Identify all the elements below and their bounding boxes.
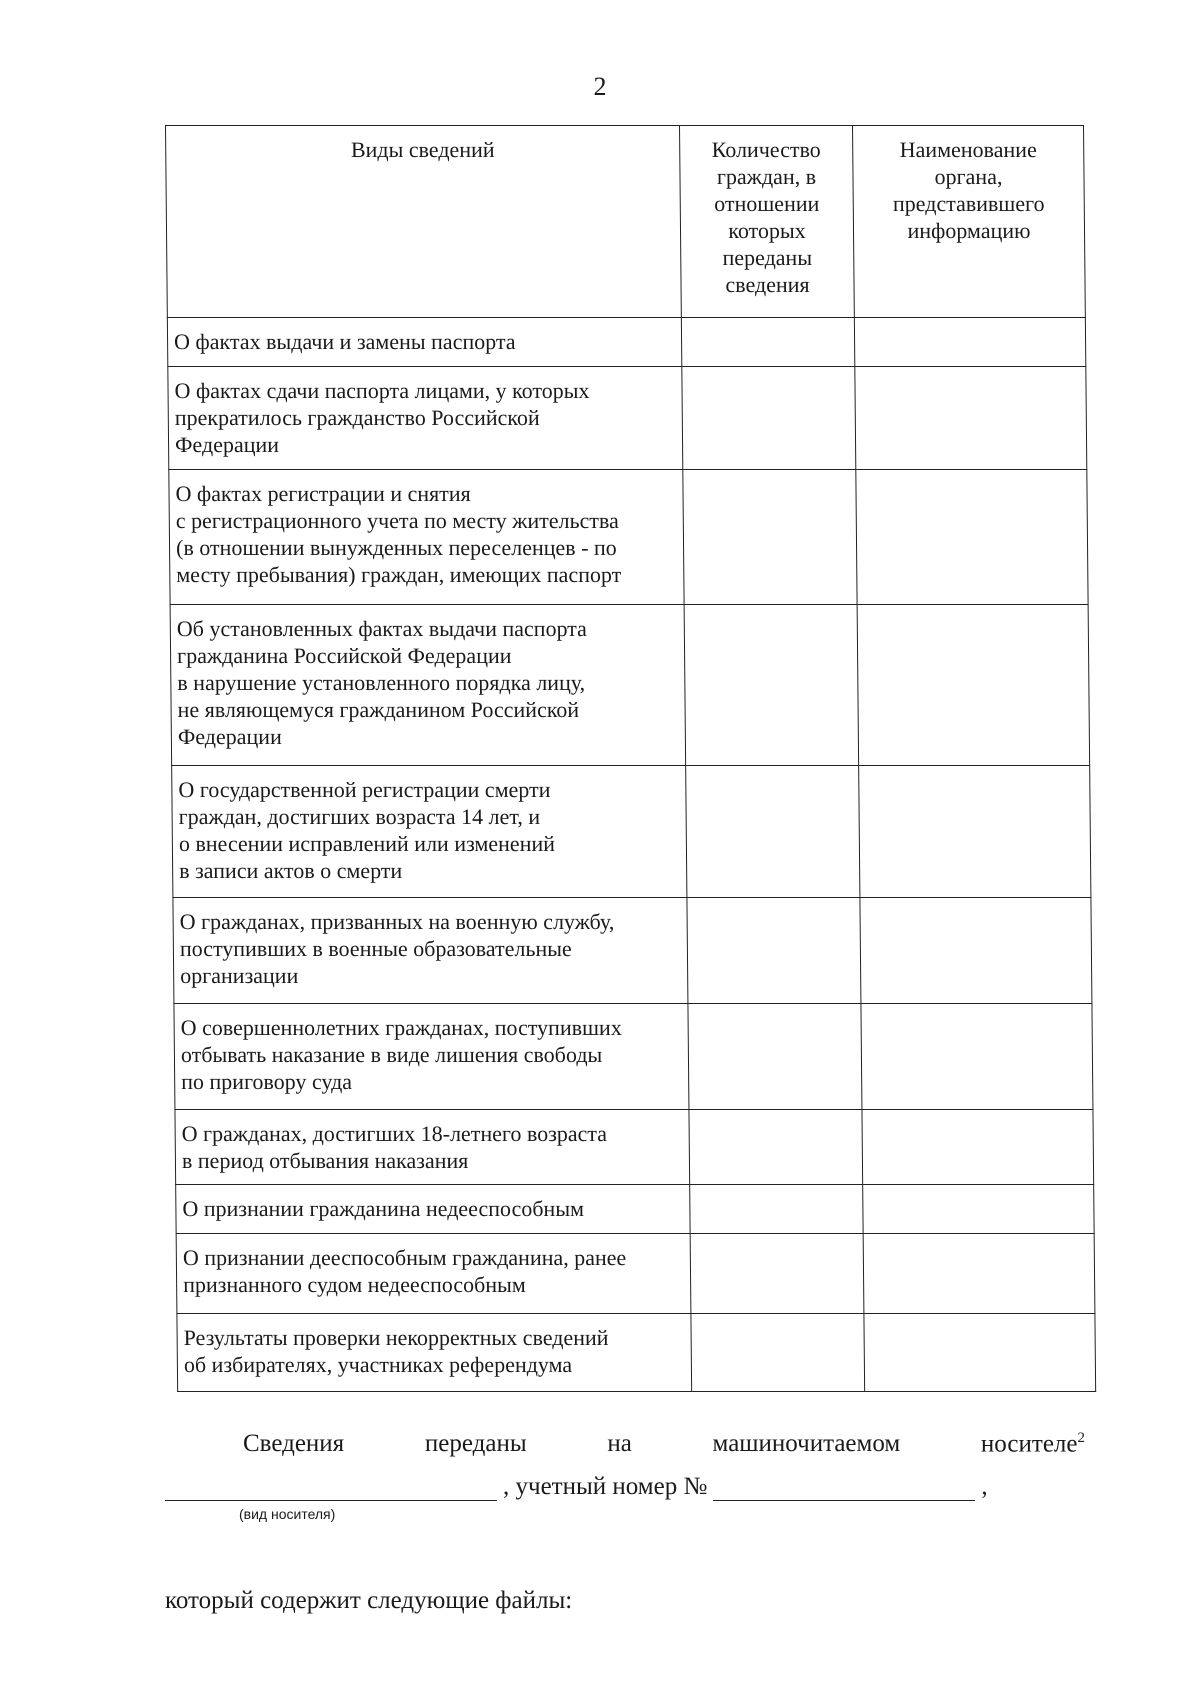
word-peredany: переданы	[424, 1430, 527, 1457]
information-table-wrapper	[165, 125, 1095, 1392]
carrier-line	[165, 1472, 1085, 1522]
table-row	[173, 898, 1092, 1004]
cell-org[interactable]	[862, 1110, 1094, 1185]
table-row	[174, 1004, 1093, 1110]
cell-kind: О гражданах, достигших 18-летнего возраста в период отбывания наказания	[175, 1110, 690, 1185]
cell-org[interactable]	[861, 1004, 1093, 1110]
cell-org[interactable]	[855, 367, 1087, 470]
header-kind: Виды сведений	[166, 126, 682, 318]
cell-kind: О фактах сдачи паспорта лицами, у которых прекратилось гражданство Российской Федерации	[168, 367, 683, 470]
page-number: 2	[593, 72, 607, 101]
cell-org[interactable]	[864, 1314, 1096, 1392]
cell-count[interactable]	[682, 367, 856, 470]
word-mashinochitaemom: машиночитаемом	[712, 1430, 901, 1457]
cell-count[interactable]	[681, 318, 854, 367]
table-body	[167, 318, 1095, 1392]
cell-org[interactable]	[863, 1234, 1095, 1314]
table-row	[168, 367, 1087, 470]
word-nositele: носителе$^2$	[980, 1430, 1085, 1458]
cell-kind: Об установленных фактах выдачи паспорта гражданина Российской Федерации в нарушение установленного порядка лицу, не являющемуся гражданином Российской Федерации	[170, 605, 686, 766]
carrier-type-field[interactable]	[165, 1472, 497, 1522]
cell-count[interactable]	[683, 470, 857, 605]
cell-count[interactable]	[691, 1314, 865, 1392]
carrier-type-caption: (вид носителя)	[239, 1506, 336, 1522]
table-row	[176, 1185, 1094, 1234]
table-row	[176, 1234, 1095, 1314]
cell-org[interactable]	[859, 766, 1091, 898]
account-number-label: , учетный номер №	[503, 1473, 708, 1500]
cell-org[interactable]	[857, 605, 1090, 766]
cell-org[interactable]	[863, 1185, 1094, 1234]
cell-kind: О фактах регистрации и снятия с регистрационного учета по месту жительства (в отношении вынужденных переселенцев - по месту пребывания) граждан, имеющих паспорт	[169, 470, 684, 605]
cell-count[interactable]	[690, 1185, 863, 1234]
cell-count[interactable]	[689, 1110, 863, 1185]
cell-count[interactable]	[686, 766, 860, 898]
cell-kind: О признании гражданина недееспособным	[176, 1185, 690, 1234]
cell-org[interactable]	[860, 898, 1092, 1004]
header-org: Наименование органа, представившего информацию	[853, 126, 1086, 318]
cell-count[interactable]	[688, 1004, 862, 1110]
table-row	[170, 605, 1090, 766]
cell-kind: Результаты проверки некорректных сведений об избирателях, участниках референдума	[177, 1314, 692, 1392]
information-table	[165, 125, 1096, 1392]
word-na: на	[607, 1430, 632, 1457]
cell-count[interactable]	[687, 898, 861, 1004]
transfer-statement-line	[165, 1430, 1085, 1458]
word-svedeniya: Сведения	[243, 1430, 345, 1457]
table-header-row	[166, 126, 1086, 318]
files-label: который содержит следующие файлы:	[165, 1587, 573, 1614]
footnote-marker: 2	[1077, 1430, 1085, 1446]
cell-kind: О государственной регистрации смерти граждан, достигших возраста 14 лет, и о внесении исправлений или изменений в записи актов о смерти	[172, 766, 687, 898]
cell-kind: О признании дееспособным гражданина, ранее признанного судом недееспособным	[176, 1234, 691, 1314]
table-row	[177, 1314, 1096, 1392]
header-count: Количество граждан, в отношении которых переданы сведения	[680, 126, 855, 318]
cell-kind: О гражданах, призванных на военную службу, поступивших в военные образовательные организации	[173, 898, 688, 1004]
table-row	[172, 766, 1091, 898]
cell-kind: О фактах выдачи и замены паспорта	[167, 318, 681, 367]
trailing-comma: ,	[981, 1473, 988, 1500]
cell-count[interactable]	[684, 605, 859, 766]
cell-count[interactable]	[690, 1234, 864, 1314]
table-row	[175, 1110, 1094, 1185]
table-row	[167, 318, 1085, 367]
cell-org[interactable]	[856, 470, 1088, 605]
cell-org[interactable]	[854, 318, 1085, 367]
cell-kind: О совершеннолетних гражданах, поступивших отбывать наказание в виде лишения свободы по приговору суда	[174, 1004, 689, 1110]
account-number-field[interactable]	[713, 1472, 975, 1501]
table-row	[169, 470, 1088, 605]
